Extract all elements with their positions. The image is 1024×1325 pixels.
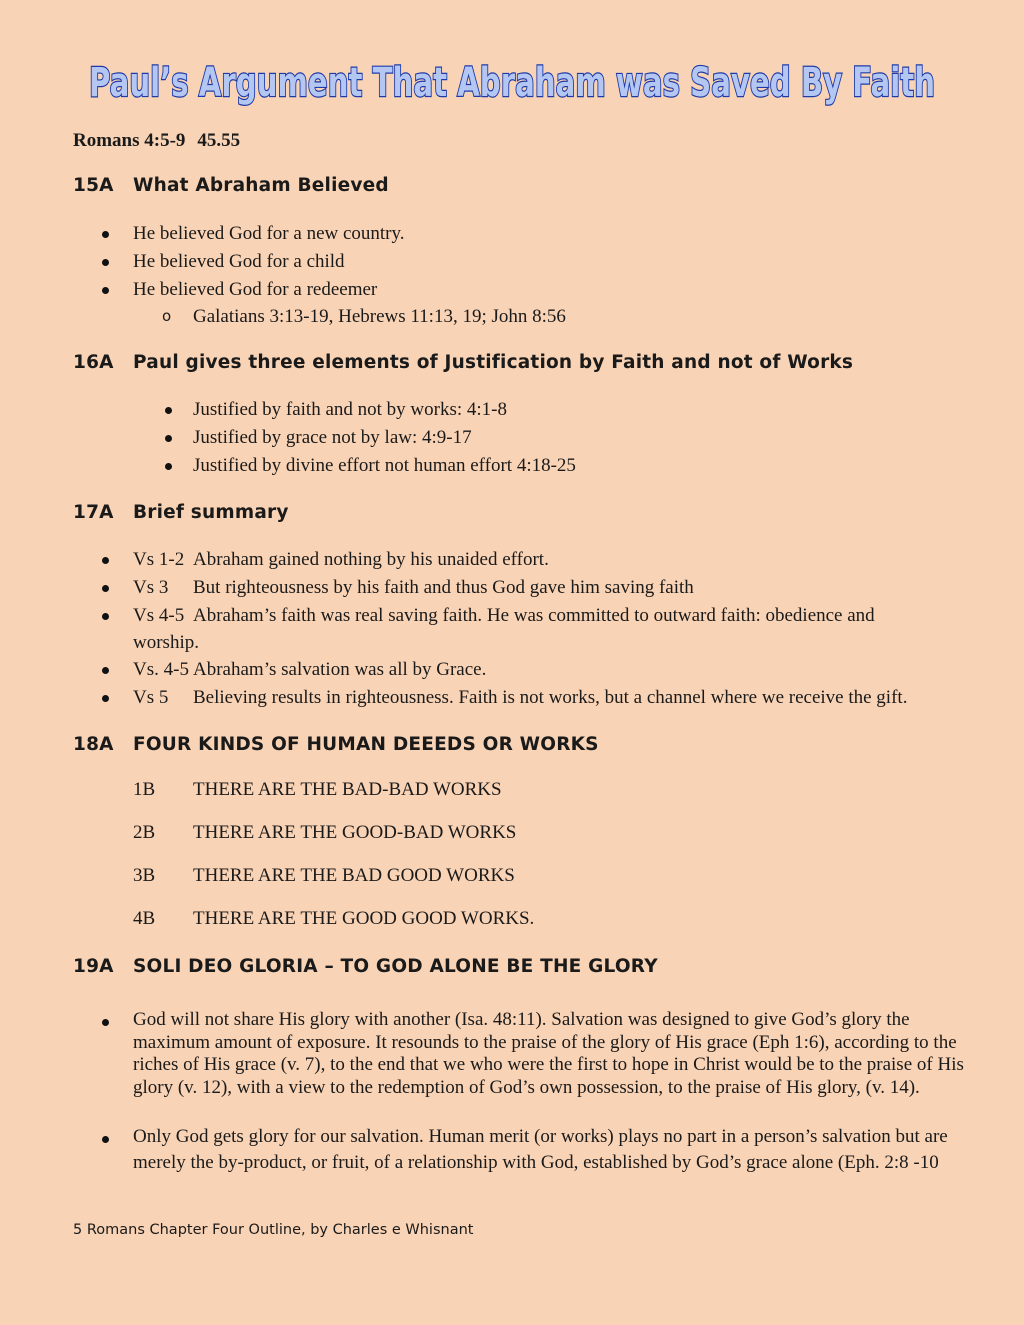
works-item (133, 779, 502, 801)
title-wordart (0, 52, 1024, 110)
list-item: He believed God for a redeemer (133, 279, 378, 300)
summary-text: Believing results in righteousness. Faith is not works, but a channel where we receive the gift. (193, 687, 908, 708)
summary-text: Abraham’s salvation was all by Grace. (193, 659, 487, 680)
section-title: FOUR KINDS OF HUMAN DEEEDS OR WORKS (133, 734, 599, 755)
section-15a-heading (73, 175, 389, 196)
bullet-icon (102, 1019, 109, 1026)
section-title: What Abraham Believed (133, 175, 389, 196)
item-code: 4B (133, 908, 156, 929)
list-item: Justified by divine effort not human effort 4:18-25 (193, 455, 576, 476)
item-text: THERE ARE THE GOOD GOOD WORKS. (193, 908, 535, 929)
section-title: Paul gives three elements of Justification by Faith and not of Works (133, 352, 854, 373)
bullet-icon (102, 259, 109, 266)
glory-paragraph-1: God will not share His glory with another (Isa. 48:11). Salvation was designed to give God’s glory the maximum amount of exposure. It resounds to the praise of the glory of His grace (Eph 1:6), according to the riches of His grace (v. 7), to the end that we who were the first to hope in Christ would be to the praise of His glory (v. 12), with a view to the redemption of God’s own possession, to the praise of His glory, (v. 14). (133, 1009, 964, 1098)
item-code: 2B (133, 822, 156, 843)
bullet-icon (102, 557, 109, 564)
works-item (133, 865, 515, 887)
section-18a-heading (73, 734, 599, 755)
summary-text: Abraham gained nothing by his unaided effort. (193, 549, 549, 570)
section-16a-heading (73, 352, 853, 373)
reference-number: 45.55 (197, 130, 241, 151)
bullet-icon (102, 667, 109, 674)
section-number: 18A (73, 734, 114, 755)
verse-label: Vs 4-5 (133, 605, 185, 626)
section-number: 16A (73, 352, 114, 373)
bullet-icon (102, 613, 109, 620)
circle-bullet-icon: o (162, 307, 172, 325)
item-code: 3B (133, 865, 156, 886)
works-item (133, 822, 516, 844)
list-item: Justified by faith and not by works: 4:1-8 (193, 399, 507, 420)
reference-passage: Romans 4:5-9 (73, 130, 186, 151)
list-item: He believed God for a child (133, 251, 345, 272)
section-title: Brief summary (133, 502, 289, 523)
verse-label: Vs. 4-5 (133, 659, 189, 680)
bullet-icon (102, 585, 109, 592)
item-text: THERE ARE THE GOOD-BAD WORKS (193, 822, 517, 843)
summary-text: But righteousness by his faith and thus God gave him saving faith (193, 577, 694, 598)
summary-text: Abraham’s faith was real saving faith. He was committed to outward faith: obedience and (193, 605, 875, 626)
bullet-icon (165, 463, 172, 470)
summary-item (133, 687, 907, 709)
page-footer: 5 Romans Chapter Four Outline, by Charles e Whisnant (73, 1222, 474, 1238)
glory-paragraph-2: Only God gets glory for our salvation. Human merit (or works) plays no part in a person’s salvation but are merely the by-product, or fruit, of a relationship with God, established by God’s grace alone (Eph. 2:8 -10 (133, 1126, 948, 1173)
bullet-icon (102, 695, 109, 702)
item-text: THERE ARE THE BAD-BAD WORKS (193, 779, 502, 800)
summary-continuation: worship. (133, 632, 199, 653)
scripture-reference (73, 130, 240, 152)
title-text: Paul’s Argument That Abraham was Saved By Faith (89, 60, 935, 106)
bullet-icon (102, 231, 109, 238)
bullet-icon (102, 287, 109, 294)
verse-label: Vs 3 (133, 577, 169, 598)
list-item: Justified by grace not by law: 4:9-17 (193, 427, 472, 448)
section-number: 19A (73, 956, 114, 977)
bullet-icon (165, 407, 172, 414)
section-number: 15A (73, 175, 114, 196)
bullet-icon (102, 1136, 109, 1143)
section-number: 17A (73, 502, 114, 523)
sub-list-item: Galatians 3:13-19, Hebrews 11:13, 19; John 8:56 (193, 306, 566, 327)
section-19a-heading (73, 956, 658, 977)
section-title: SOLI DEO GLORIA – TO GOD ALONE BE THE GLORY (133, 956, 658, 977)
summary-item (133, 659, 486, 681)
page-title (0, 52, 1024, 110)
summary-item (133, 605, 875, 627)
bullet-icon (165, 435, 172, 442)
summary-item (133, 549, 549, 571)
verse-label: Vs 1-2 (133, 549, 185, 570)
works-item (133, 908, 534, 930)
item-code: 1B (133, 779, 156, 800)
summary-item (133, 577, 694, 599)
verse-label: Vs 5 (133, 687, 169, 708)
item-text: THERE ARE THE BAD GOOD WORKS (193, 865, 515, 886)
section-17a-heading (73, 502, 289, 523)
list-item: He believed God for a new country. (133, 223, 405, 244)
